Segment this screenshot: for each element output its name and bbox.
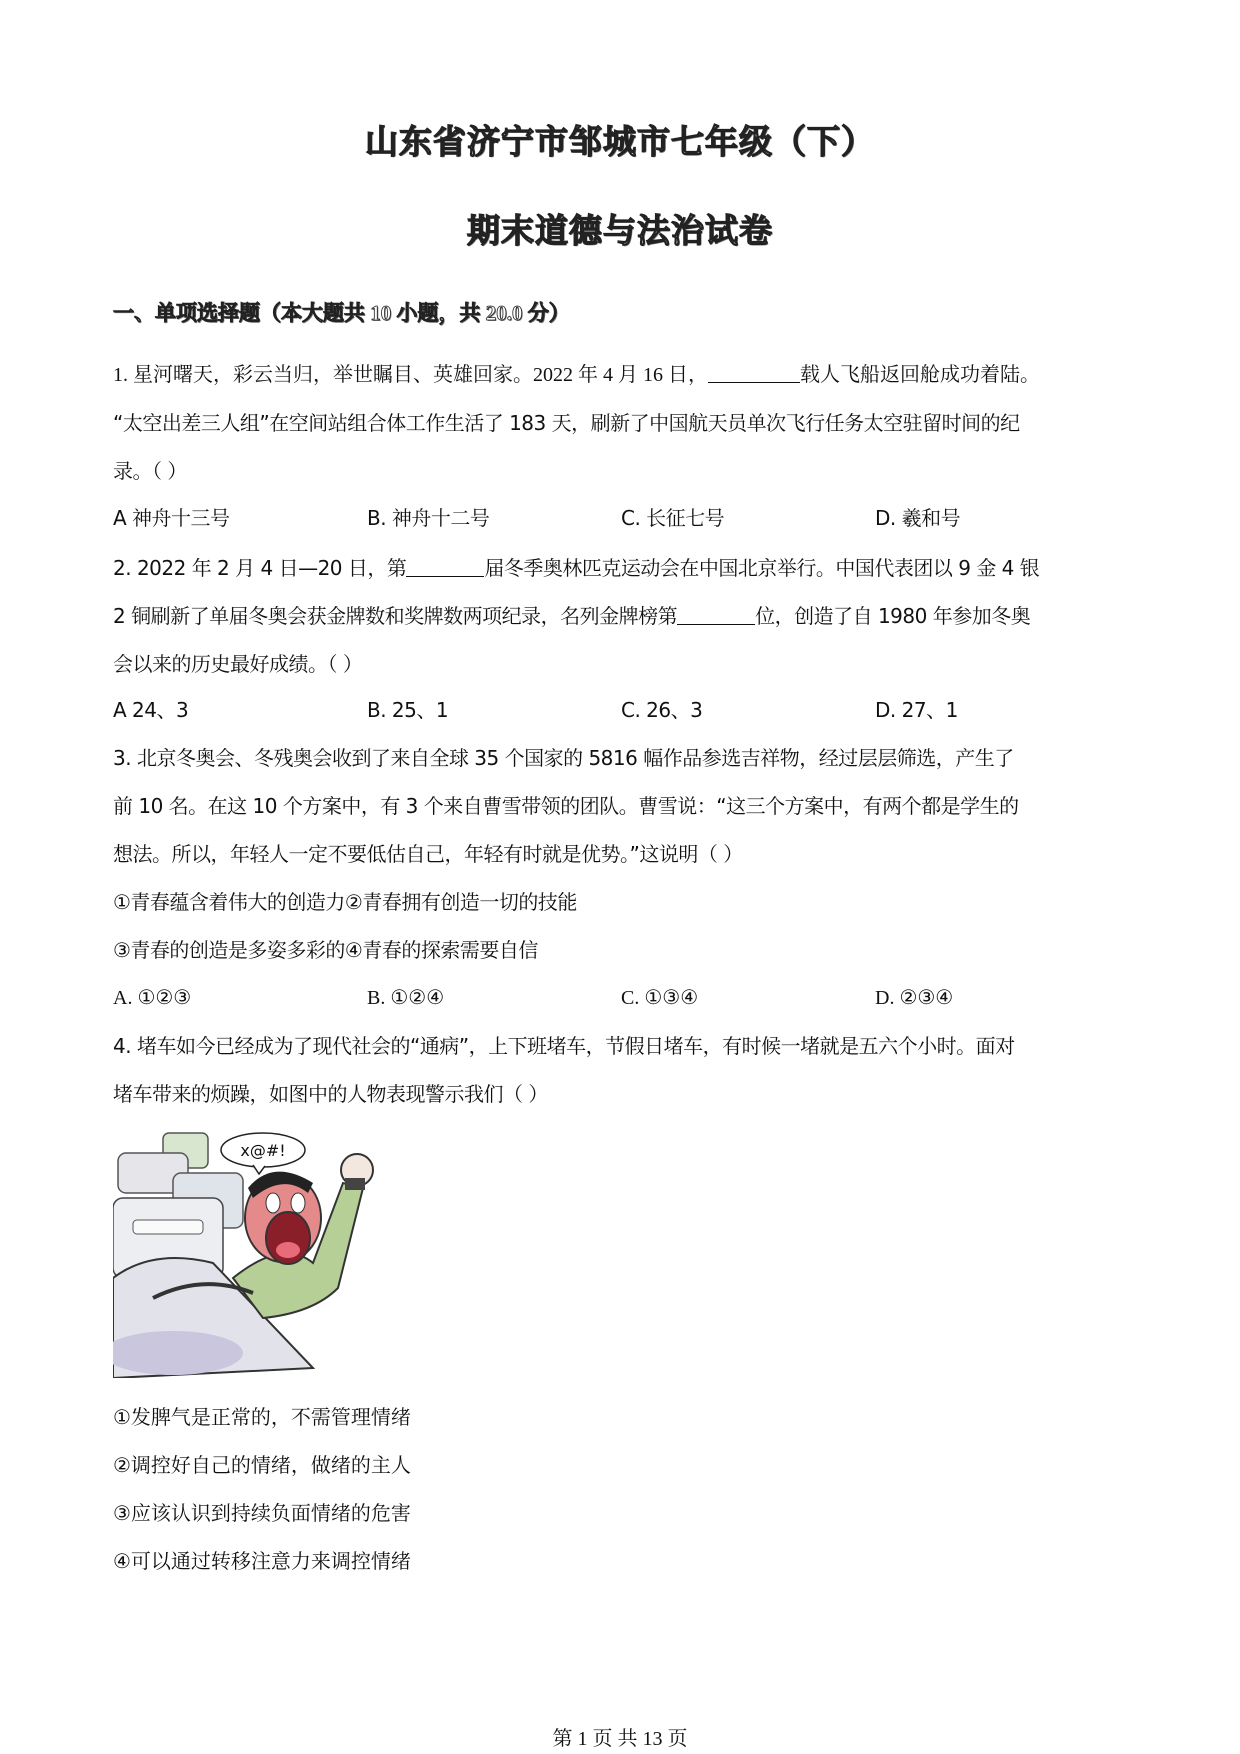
question-1-option-c: C. 长征七号 xyxy=(621,506,725,530)
speech-bubble-text: x@#! xyxy=(240,1141,286,1160)
cartoon-illustration xyxy=(113,1128,403,1378)
question-2-option-d: D. 27、1 xyxy=(875,698,958,722)
question-2-option-b: B. 25、1 xyxy=(367,698,449,722)
question-1-text-after-blank: 载人飞船返回舱成功着陆。 xyxy=(800,364,1040,386)
question-2-text-before-blank: 2. 2022 年 2 月 4 日—20 日，第 xyxy=(113,556,407,580)
page-number-footer: 第 1 页 共 13 页 xyxy=(552,1728,688,1750)
question-1-option-a: A 神舟十三号 xyxy=(113,506,230,530)
question-4-statement-3: ③应该认识到持续负面情绪的危害 xyxy=(113,1501,411,1525)
question-4-line-2: 堵车带来的烦躁，如图中的人物表现警示我们（ ） xyxy=(113,1082,548,1106)
question-2-text-after-blank: 届冬季奥林匹克运动会在中国北京举行。中国代表团以 9 金 4 银 xyxy=(484,556,1040,580)
question-3-line-3: 想法。所以，年轻人一定不要低估自己，年轻有时就是优势。”这说明（ ） xyxy=(113,842,743,866)
question-1-option-d: D. 羲和号 xyxy=(875,506,961,530)
question-1-line-1 xyxy=(113,362,1133,388)
question-4-line-1: 4. 堵车如今已经成为了现代社会的“通病”，上下班堵车，节假日堵车，有时候一堵就是五六个小时。面对 xyxy=(113,1034,1015,1058)
section-header: 一、单项选择题（本大题共 10 小题，共 20.0 分） xyxy=(113,301,570,325)
question-1-line-3: 录。（ ） xyxy=(113,459,187,483)
question-3-option-b: B. ①②④ xyxy=(367,987,445,1009)
question-3-line-1: 3. 北京冬奥会、冬残奥会收到了来自全球 35 个国家的 5816 幅作品参选吉祥物，经过层层筛选，产生了 xyxy=(113,746,1014,770)
question-3-option-a: A. ①②③ xyxy=(113,987,192,1009)
answer-blank xyxy=(677,604,755,625)
question-2-text-before-blank-2: 2 铜刷新了单届冬奥会获金牌数和奖牌数两项纪录，名列金牌榜第 xyxy=(113,604,678,628)
question-4-statement-1: ①发脾气是正常的，不需管理情绪 xyxy=(113,1405,411,1429)
question-2-option-c: C. 26、3 xyxy=(621,698,703,722)
question-1-option-b: B. 神舟十二号 xyxy=(367,506,490,530)
question-1-text-before-blank: 1. 星河曙天，彩云当归，举世瞩目、英雄回家。2022 年 4 月 16 日， xyxy=(113,364,708,386)
exam-title-line1: 山东省济宁市邹城市七年级（下） xyxy=(365,122,875,161)
question-1-line-2: “太空出差三人组”在空间站组合体工作生活了 183 天，刷新了中国航天员单次飞行任务太空驻留时间的纪 xyxy=(113,411,1020,435)
question-2-option-a: A 24、3 xyxy=(113,698,189,722)
question-3-statement-1: ①青春蕴含着伟大的创造力②青春拥有创造一切的技能 xyxy=(113,890,577,914)
question-4-statement-2: ②调控好自己的情绪，做绪的主人 xyxy=(113,1453,411,1477)
question-4-statement-4: ④可以通过转移注意力来调控情绪 xyxy=(113,1549,411,1573)
answer-blank xyxy=(406,556,484,577)
question-2-line-1 xyxy=(113,555,1133,581)
question-2-text-after-blank-2: 位，创造了自 1980 年参加冬奥 xyxy=(755,604,1031,628)
question-3-statement-2: ③青春的创造是多姿多彩的④青春的探索需要自信 xyxy=(113,938,538,962)
question-2-line-2 xyxy=(113,603,1133,629)
answer-blank xyxy=(708,362,800,383)
question-2-line-3: 会以来的历史最好成绩。（ ） xyxy=(113,652,363,676)
exam-title-line2: 期末道德与法治试卷 xyxy=(467,211,773,250)
question-3-option-c: C. ①③④ xyxy=(621,987,699,1009)
angry-driver-cartoon-image xyxy=(113,1128,403,1378)
question-3-option-d: D. ②③④ xyxy=(875,987,954,1009)
question-3-line-2: 前 10 名。在这 10 个方案中，有 3 个来自曹雪带领的团队。曹雪说：“这三个方案中，有两个都是学生的 xyxy=(113,794,1019,818)
